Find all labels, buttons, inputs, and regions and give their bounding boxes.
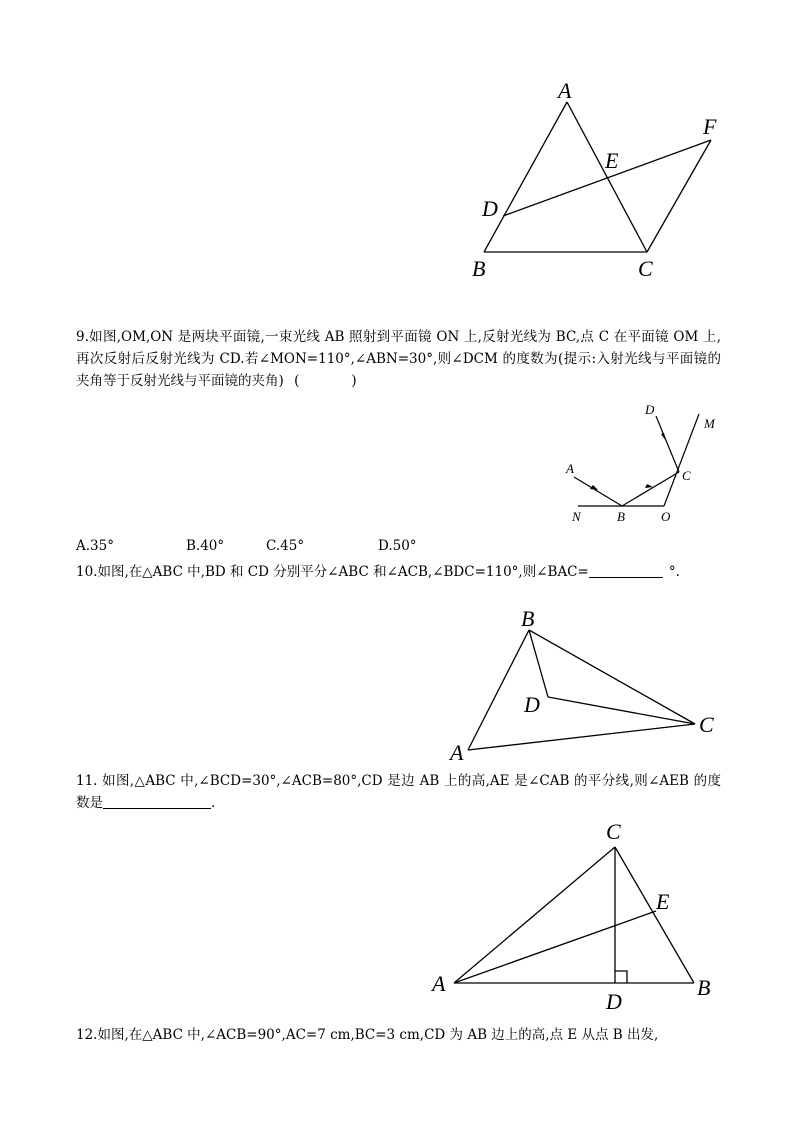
arrow-BC	[645, 484, 653, 488]
label-N: N	[572, 509, 581, 524]
option-d[interactable]: D.50°	[378, 538, 417, 554]
label-O: O	[661, 509, 671, 524]
label-C: C	[606, 819, 621, 844]
answer-paren-close: )	[351, 373, 357, 389]
label-C: C	[638, 256, 653, 281]
question-11	[76, 770, 721, 814]
label-D: D	[482, 196, 498, 221]
label-B: B	[521, 606, 535, 631]
figure-q11	[428, 815, 728, 1020]
figure-q9	[560, 400, 730, 530]
label-D: D	[645, 402, 655, 417]
label-D: D	[606, 989, 622, 1014]
label-B: B	[697, 975, 711, 1000]
question-9	[76, 326, 721, 392]
question-12-text: 12.如图,在△ABC 中,∠ACB=90°,AC=7 cm,BC=3 cm,CD 为 AB 边上的高,点 E 从点 B 出发,	[76, 1027, 659, 1043]
ray-AB	[574, 477, 622, 506]
figure-q8	[470, 76, 730, 286]
figure-q10	[440, 600, 730, 770]
answer-blank[interactable]	[589, 563, 663, 578]
figure-q9-svg	[560, 400, 730, 530]
question-9-options	[76, 538, 476, 558]
segment-AC	[567, 102, 647, 252]
mirror-OM	[664, 414, 699, 506]
question-10	[76, 561, 721, 583]
segment-BD	[529, 630, 548, 697]
option-b[interactable]: B.40°	[186, 538, 225, 554]
label-D: D	[524, 692, 540, 717]
answer-paren-open: (	[294, 373, 300, 389]
segment-AB	[468, 630, 529, 750]
question-10-text: 10.如图,在△ABC 中,BD 和 CD 分别平分∠ABC 和∠ACB,∠BDC=110°,则∠BAC=	[76, 564, 589, 580]
question-9-text: 9.如图,OM,ON 是两块平面镜,一束光线 AB 照射到平面镜 ON 上,反射光线为 BC,点 C 在平面镜 OM 上,再次反射后反射光线为 CD.若∠MON=110°,∠ABN=30°,则∠DCM 的度数为(提示:入射光线与平面镜的夹角等于反射光线与平面镜的夹角)	[76, 329, 721, 389]
label-C: C	[682, 468, 691, 483]
question-10-suffix: °.	[668, 564, 680, 580]
figure-q11-svg	[428, 815, 728, 1020]
label-E: E	[605, 148, 619, 173]
segment-FC	[647, 140, 711, 252]
question-11-text: 11. 如图,△ABC 中,∠BCD=30°,∠ACB=80°,CD 是边 AB 上的高,AE 是∠CAB 的平分线,则∠AEB 的度数是	[76, 773, 721, 811]
label-A: A	[566, 461, 574, 476]
answer-blank[interactable]	[103, 794, 211, 809]
label-B: B	[617, 509, 625, 524]
option-c[interactable]: C.45°	[266, 538, 305, 554]
option-a[interactable]: A.35°	[76, 538, 114, 554]
segment-AB	[484, 102, 567, 252]
segment-AC	[454, 847, 615, 983]
label-F: F	[703, 114, 717, 139]
segment-BC	[529, 630, 695, 724]
bisector-AE	[454, 911, 656, 983]
arrow-AB	[590, 485, 598, 490]
label-A: A	[558, 78, 572, 103]
segment-BC	[615, 847, 694, 983]
label-C: C	[699, 712, 714, 737]
question-11-suffix: .	[211, 795, 216, 811]
segment-DC	[548, 697, 695, 724]
label-E: E	[656, 889, 670, 914]
label-M: M	[704, 416, 715, 431]
ray-CD	[656, 416, 679, 472]
right-angle-mark	[615, 971, 627, 983]
label-A: A	[432, 971, 446, 996]
label-B: B	[472, 256, 486, 281]
figure-q8-svg	[470, 76, 730, 286]
segment-AC	[468, 724, 695, 750]
figure-q10-svg	[440, 600, 730, 770]
label-A: A	[450, 740, 464, 765]
question-12	[76, 1024, 721, 1046]
